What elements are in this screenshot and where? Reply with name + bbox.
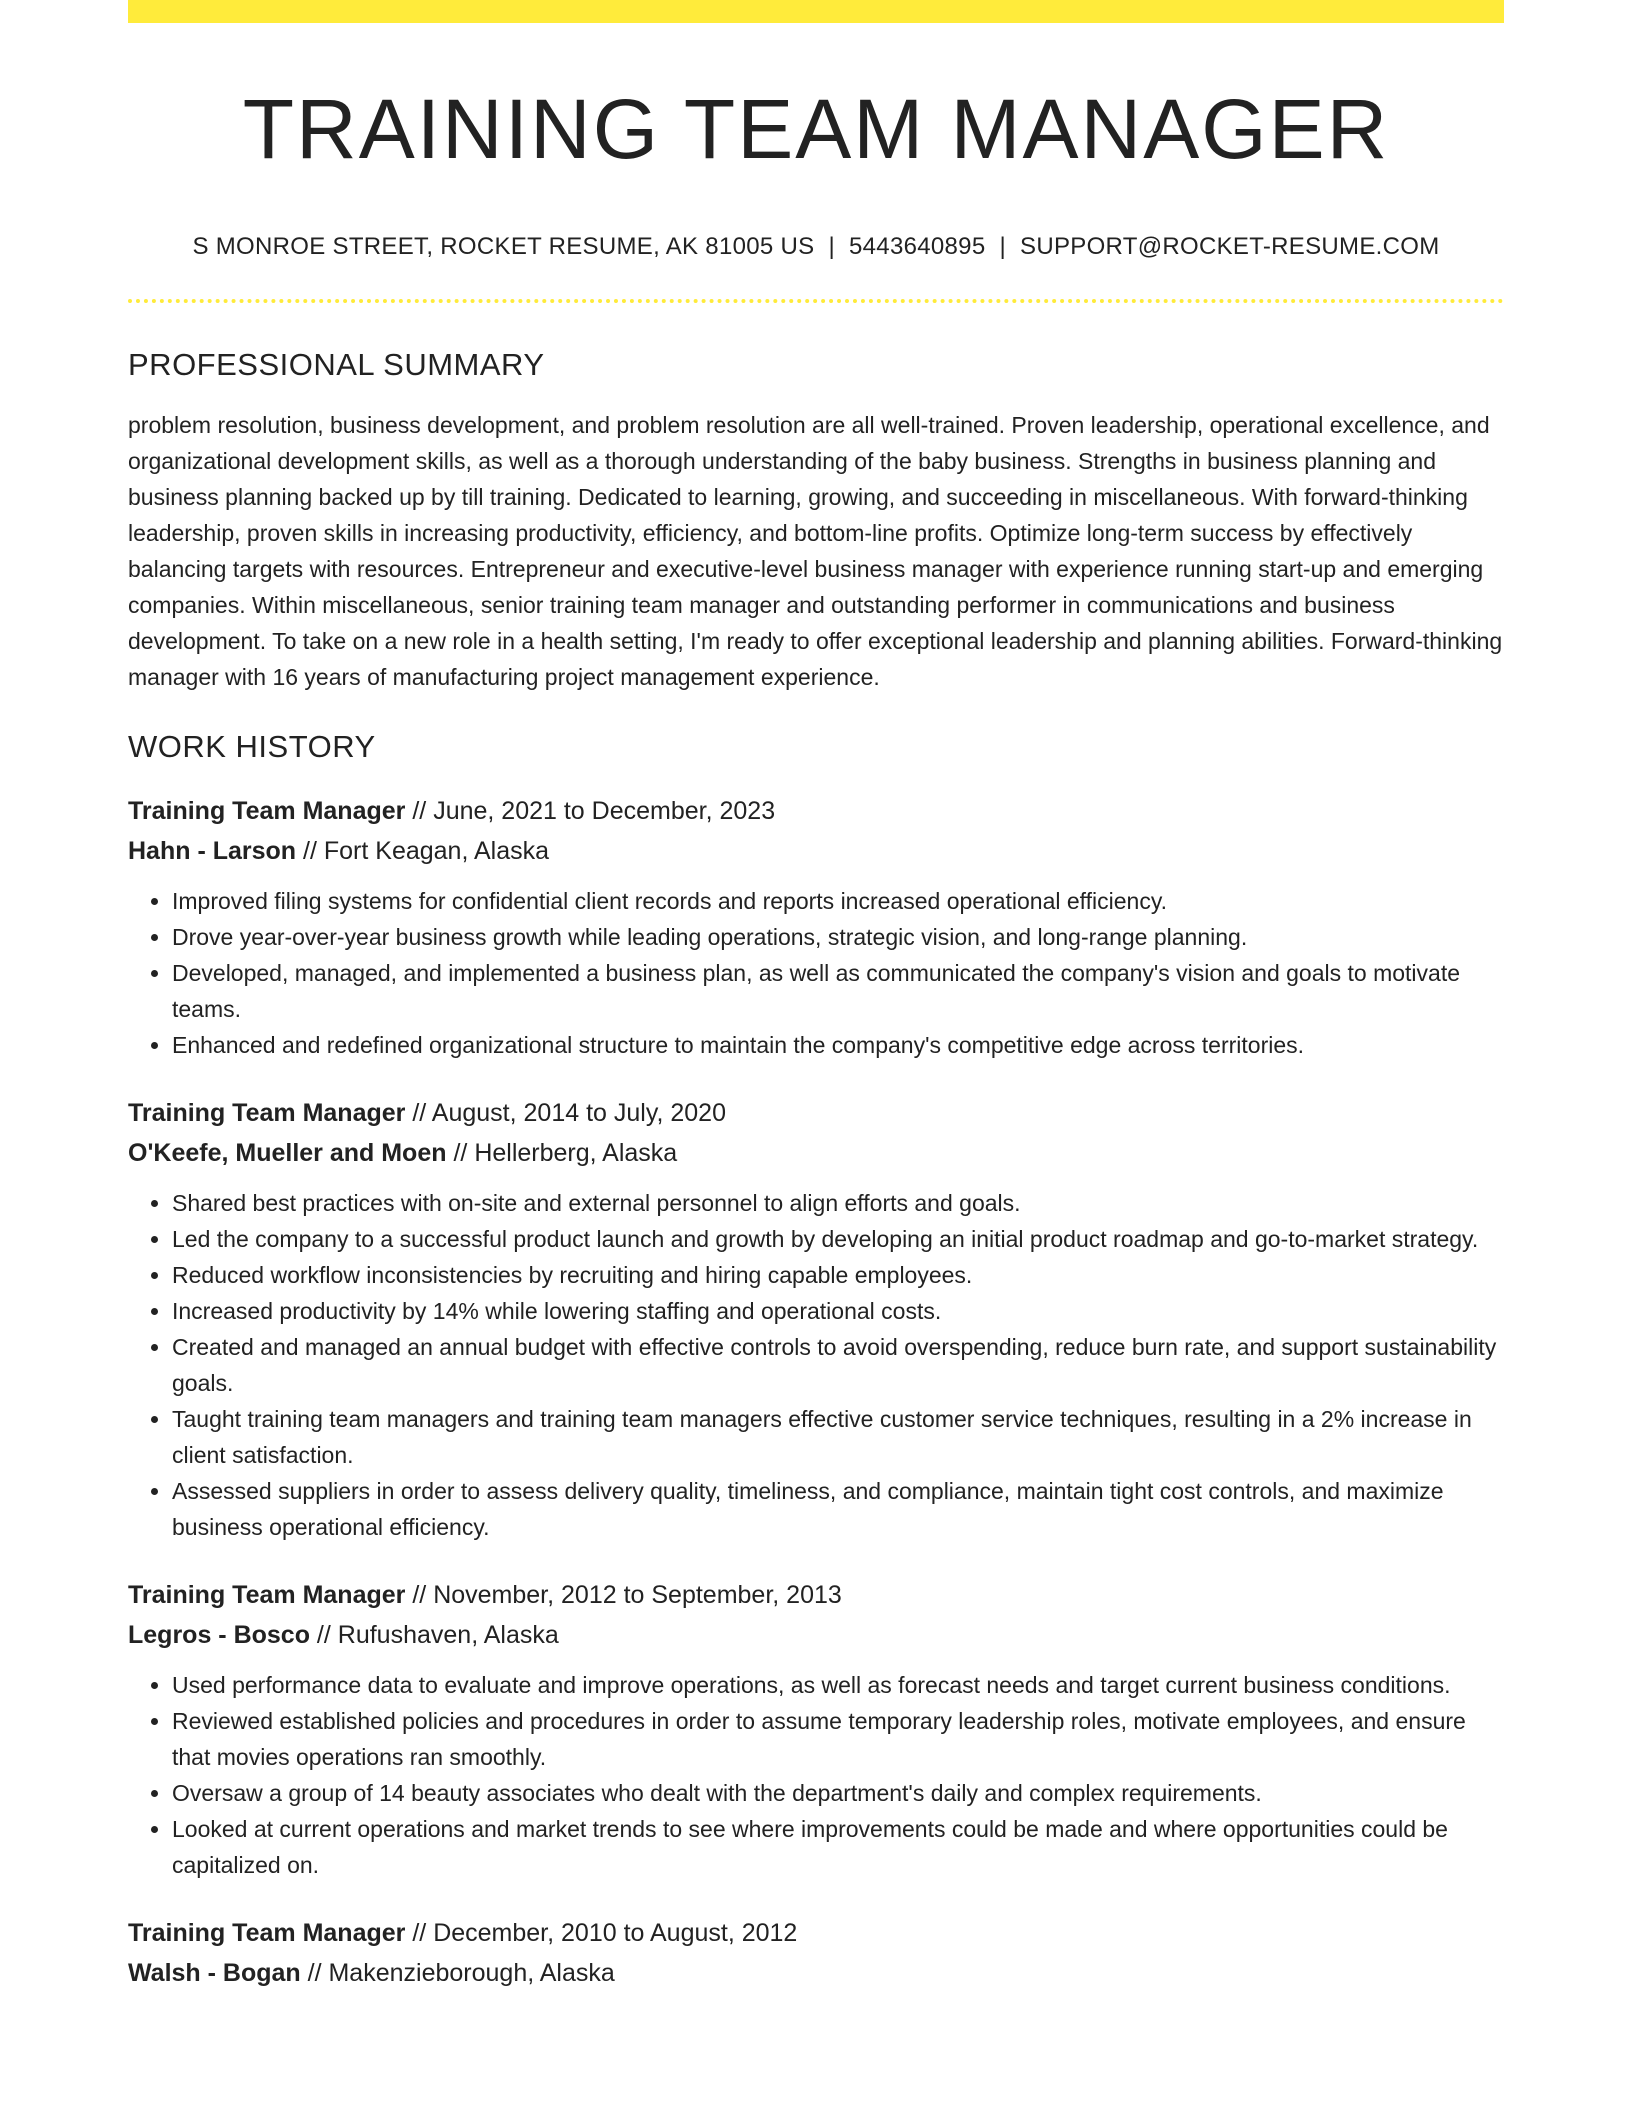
job-company-line <box>128 1133 1504 1173</box>
job-company: Hahn - Larson <box>128 837 297 866</box>
work-history-list <box>128 791 1504 1993</box>
job-bullet: • Assessed suppliers in order to assess delivery quality, timeliness, and compliance, maintain tight cost controls, and maximize business operational efficiency. <box>172 1473 1504 1545</box>
job-bullet: • Developed, managed, and implemented a business plan, as well as communicated the company's vision and goals to motivate teams. <box>172 955 1504 1027</box>
job-bullet: • Increased productivity by 14% while lowering staffing and operational costs. <box>172 1293 1504 1329</box>
job-bullets <box>128 883 1504 1063</box>
job-location: Hellerberg, Alaska <box>474 1139 678 1168</box>
job-company: Legros - Bosco <box>128 1621 310 1650</box>
summary-text: problem resolution, business development, and problem resolution are all well-trained. Proven leadership, operational excellence, and organizational development skills, as well as a thorough understanding of the baby business. Strengths in business planning and business planning backed up by till training. Dedicated to learning, growing, and succeeding in miscellaneous. With forward-thinking leadership, proven skills in increasing productivity, efficiency, and bottom-line profits. Optimize long-term success by effectively balancing targets with resources. Entrepreneur and executive-level business manager with experience running start-up and emerging companies. Within miscellaneous, senior training team manager and outstanding performer in communications and business development. To take on a new role in a health setting, I'm ready to offer exceptional leadership and planning abilities. Forward-thinking manager with 16 years of manufacturing project management experience. <box>128 412 1503 691</box>
job-bullet: • Led the company to a successful product launch and growth by developing an initial product roadmap and go-to-market strategy. <box>172 1221 1504 1257</box>
job-bullet: • Drove year-over-year business growth while leading operations, strategic vision, and long-range planning. <box>172 919 1504 955</box>
accent-top-bar <box>128 0 1504 23</box>
job-bullet: • Used performance data to evaluate and improve operations, as well as forecast needs and target current business conditions. <box>172 1667 1504 1703</box>
job-bullet: • Reduced workflow inconsistencies by recruiting and hiring capable employees. <box>172 1257 1504 1293</box>
job-separator: // <box>296 837 324 866</box>
job-title-line <box>128 1575 1504 1615</box>
job-dates: August, 2014 to July, 2020 <box>431 1099 726 1128</box>
job-bullets <box>128 1667 1504 1883</box>
job-bullet: • Enhanced and redefined organizational structure to maintain the company's competitive edge across territories. <box>172 1027 1504 1063</box>
job-company-line <box>128 831 1504 871</box>
job-location: Fort Keagan, Alaska <box>323 837 550 866</box>
job-separator: // <box>405 1099 432 1128</box>
summary-heading: PROFESSIONAL SUMMARY <box>128 347 545 383</box>
job-bullet: • Looked at current operations and market trends to see where improvements could be made and where opportunities could be capitalized on. <box>172 1811 1504 1883</box>
job-bullet: • Improved filing systems for confidential client records and reports increased operational efficiency. <box>172 883 1504 919</box>
job-entry <box>128 1913 1504 1993</box>
resume-title: TRAINING TEAM MANAGER <box>242 82 1390 176</box>
contact-separator: | <box>999 233 1007 261</box>
work-history-heading: WORK HISTORY <box>128 729 376 765</box>
job-bullets <box>128 1185 1504 1545</box>
job-separator: // <box>300 1959 329 1988</box>
job-title: Training Team Manager <box>128 1581 406 1610</box>
job-separator: // <box>405 1581 434 1610</box>
job-title: Training Team Manager <box>128 1919 406 1948</box>
job-bullet: • Created and managed an annual budget with effective controls to avoid overspending, reduce burn rate, and support sustainability goals. <box>172 1329 1504 1401</box>
contact-phone: 5443640895 <box>849 233 986 261</box>
job-bullet: • Reviewed established policies and procedures in order to assume temporary leadership roles, motivate employees, and ensure that movies operations ran smoothly. <box>172 1703 1504 1775</box>
job-entry <box>128 1575 1504 1883</box>
job-bullet: • Taught training team managers and training team managers effective customer service techniques, resulting in a 2% increase in client satisfaction. <box>172 1401 1504 1473</box>
dotted-divider <box>128 299 1504 303</box>
contact-address: S MONROE STREET, ROCKET RESUME, AK 81005 US <box>192 233 815 261</box>
job-title-line <box>128 1913 1504 1953</box>
job-separator: // <box>405 797 434 826</box>
job-dates: December, 2010 to August, 2012 <box>433 1919 798 1948</box>
job-bullet: • Oversaw a group of 14 beauty associates who dealt with the department's daily and complex requirements. <box>172 1775 1504 1811</box>
job-title: Training Team Manager <box>128 1099 406 1128</box>
job-company: Walsh - Bogan <box>128 1959 301 1988</box>
job-company-line <box>128 1953 1504 1993</box>
resume-page <box>128 0 1504 1993</box>
job-entry <box>128 1093 1504 1545</box>
job-entry <box>128 791 1504 1063</box>
job-title: Training Team Manager <box>128 797 406 826</box>
job-title-line <box>128 1093 1504 1133</box>
job-bullet: • Shared best practices with on-site and external personnel to align efforts and goals. <box>172 1185 1504 1221</box>
job-separator: // <box>446 1139 475 1168</box>
job-location: Makenzieborough, Alaska <box>328 1959 615 1988</box>
job-location: Rufushaven, Alaska <box>337 1621 559 1650</box>
contact-line <box>128 233 1504 261</box>
job-dates: June, 2021 to December, 2023 <box>433 797 776 826</box>
job-company-line <box>128 1615 1504 1655</box>
job-dates: November, 2012 to September, 2013 <box>433 1581 842 1610</box>
job-title-line <box>128 791 1504 831</box>
job-company: O'Keefe, Mueller and Moen <box>128 1139 447 1168</box>
contact-separator: | <box>828 233 835 261</box>
job-separator: // <box>405 1919 434 1948</box>
contact-email: SUPPORT@ROCKET-RESUME.COM <box>1020 233 1440 261</box>
job-separator: // <box>309 1621 338 1650</box>
